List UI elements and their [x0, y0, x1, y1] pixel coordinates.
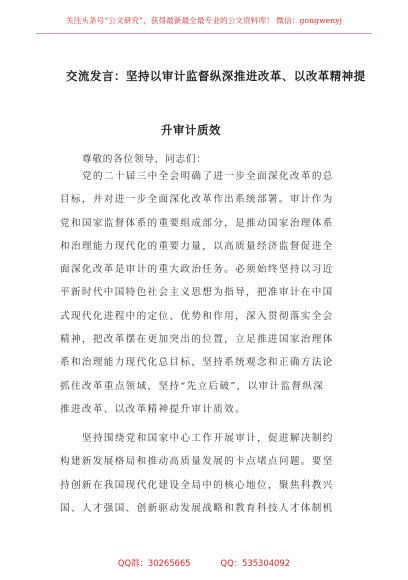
- document-title-line1: 交流发言：坚持以审计监督纵深推进改革、以改革精神提: [66, 69, 366, 83]
- header-banner: 关注头条号“公文研究”，获得最新最全最专业的公文资料库！ 微信：gongwenyj: [65, 16, 343, 25]
- paragraph-1: [60, 165, 360, 421]
- paragraph-line: 党的二十届三中全会明确了进一步全面深化改革的总: [82, 171, 334, 182]
- paragraph-line: 系和治理能力现代化总目标，坚持系统观念和正确方法论: [60, 357, 334, 369]
- paragraph-2: [60, 427, 360, 520]
- footer-qq-group: QQ群：30265665: [117, 558, 191, 568]
- paragraph-line: 面深化改革是审计的重大政治任务。必须始终坚持以习近: [60, 264, 334, 276]
- header-divider: [36, 33, 372, 34]
- document-title-line2: 升审计质效: [161, 123, 221, 137]
- paragraph-line: 抓住改革重点领域，坚持“先立后破”，以审计监督纵深: [60, 380, 325, 392]
- paragraph-line: 精神，把改革摆在更加突出的位置，立足推进国家治理体: [60, 334, 334, 346]
- paragraph-line: 和治理能力现代化的重要力量，以高质量经济监督促进全: [60, 240, 334, 252]
- paragraph-line: 推进改革、以改革精神提升审计质效。: [60, 403, 247, 415]
- paragraph-line: 平新时代中国特色社会主义思想为指导，把准审计在中国: [60, 287, 334, 299]
- paragraph-line: 坚持围绕党和国家中心工作开展审计，促进解决制约: [82, 433, 334, 444]
- paragraph-line: 持创新在我国现代化建设全局中的核心地位，聚焦科教兴: [60, 479, 334, 491]
- paragraph-line: 式现代化进程中的定位、优势和作用，深入贯彻落实全会: [60, 310, 334, 322]
- paragraph-line: 党和国家监督体系的重要组成部分，是推动国家治理体系: [60, 217, 334, 229]
- footer-qq-number: QQ：535304092: [220, 558, 291, 568]
- paragraph-line: 构建新发展格局和推动高质量发展的卡点堵点问题。要坚: [60, 456, 334, 468]
- salutation: 尊敬的各位领导，同志们：: [82, 154, 207, 165]
- paragraph-line: 目标，并对进一步全面深化改革作出系统部署。审计作为: [60, 194, 334, 206]
- footer-contact: [0, 557, 408, 569]
- paragraph-line: 国、人才强国、创新驱动发展战略和教育科技人才体制机: [60, 502, 334, 514]
